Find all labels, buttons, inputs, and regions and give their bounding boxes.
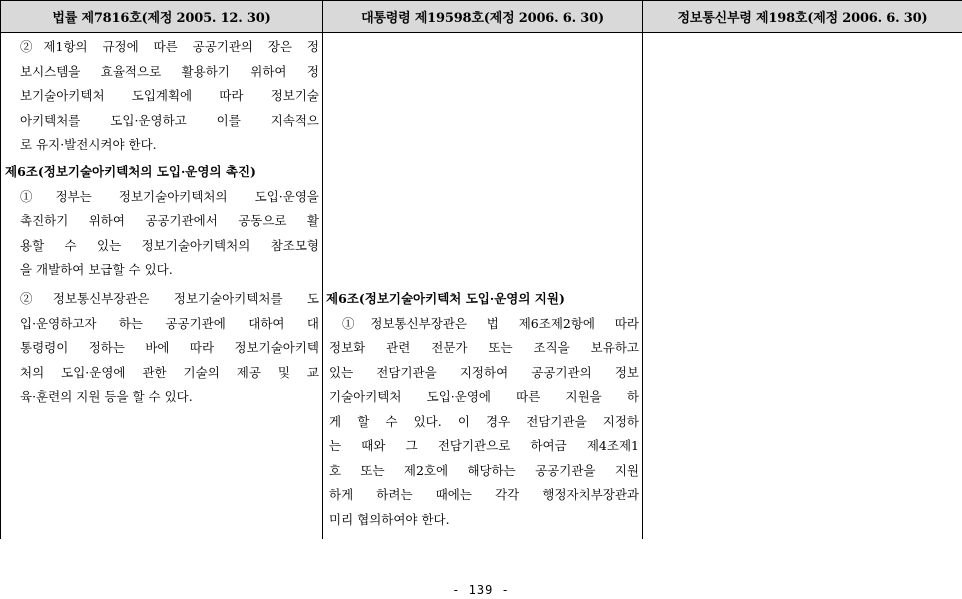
table-header-row <box>1 1 962 33</box>
text-line: ②정보통신부장관은 정보기술아키텍처를 도 <box>20 291 319 306</box>
text-line: 보시스템을 효율적으로 활용하기 위하여 정 <box>20 63 319 79</box>
header-ministry-ordinance: 정보통신부령 제198호(제정 2006. 6. 30) <box>643 1 962 33</box>
header-law: 법률 제7816호(제정 2005. 12. 30) <box>1 1 323 33</box>
decree-article-6-title: 제6조(정보기술아키텍처 도입·운영의 지원) <box>326 291 565 306</box>
text-line: ②제1항의 규정에 따른 공공기관의 장은 정 <box>20 39 319 54</box>
text-line: 로 유지·발전시켜야 한다. <box>20 137 157 152</box>
law-article-6 <box>1 160 322 283</box>
text-line: 아키텍처를 도입·운영하고 이를 지속적으 <box>20 112 319 128</box>
text-line: 기술아키텍처 도입·운영에 따른 지원을 하 <box>329 389 639 404</box>
decree-column <box>323 33 643 540</box>
law-paragraph-2 <box>1 35 322 158</box>
text-line: 보기술아키텍처 도입계획에 따라 정보기술 <box>20 88 319 103</box>
table-body-row <box>1 33 962 540</box>
text-line: 미리 협의하여야 한다. <box>329 511 450 527</box>
law-column <box>1 33 323 540</box>
text-line: 용할 수 있는 정보기술아키텍처의 참조모형 <box>20 237 319 253</box>
text-line: 정보화 관련 전문가 또는 조직을 보유하고 <box>329 340 639 355</box>
ordinance-column <box>643 33 962 540</box>
text-line: 촉진하기 위하여 공공기관에서 공동으로 활 <box>20 213 319 228</box>
text-line: 처의 도입·운영에 관한 기술의 제공 및 교 <box>20 364 319 380</box>
text-line: 통령령이 정하는 바에 따라 정보기술아키텍 <box>20 340 319 355</box>
text-line: 을 개발하여 보급할 수 있다. <box>20 262 173 277</box>
text-line: 게 할 수 있다. 이 경우 전담기관을 지정하 <box>329 413 639 429</box>
decree-article-6 <box>323 287 642 532</box>
article-6-title: 제6조(정보기술아키텍처의 도입·운영의 촉진) <box>5 164 256 179</box>
page-number: - 139 - <box>452 583 510 597</box>
law-article-6-paragraph-2 <box>1 287 322 410</box>
text-line: ①정부는 정보기술아키텍처의 도입·운영을 <box>20 188 319 204</box>
text-line: ①정보통신부장관은 법 제6조제2항에 따라 <box>342 315 639 331</box>
text-line: 있는 전담기관을 지정하여 공공기관의 정보 <box>329 364 639 380</box>
text-line: 호 또는 제2호에 해당하는 공공기관을 지원 <box>329 462 639 478</box>
text-line: 하게 하려는 때에는 각각 행정자치부장관과 <box>329 487 639 502</box>
header-presidential-decree: 대통령령 제19598호(제정 2006. 6. 30) <box>323 1 643 33</box>
text-line: 육·훈련의 지원 등을 할 수 있다. <box>20 389 193 404</box>
text-line: 는 때와 그 전담기관으로 하여금 제4조제1 <box>329 438 639 453</box>
text-line: 입·운영하고자 하는 공공기관에 대하여 대 <box>20 315 319 331</box>
